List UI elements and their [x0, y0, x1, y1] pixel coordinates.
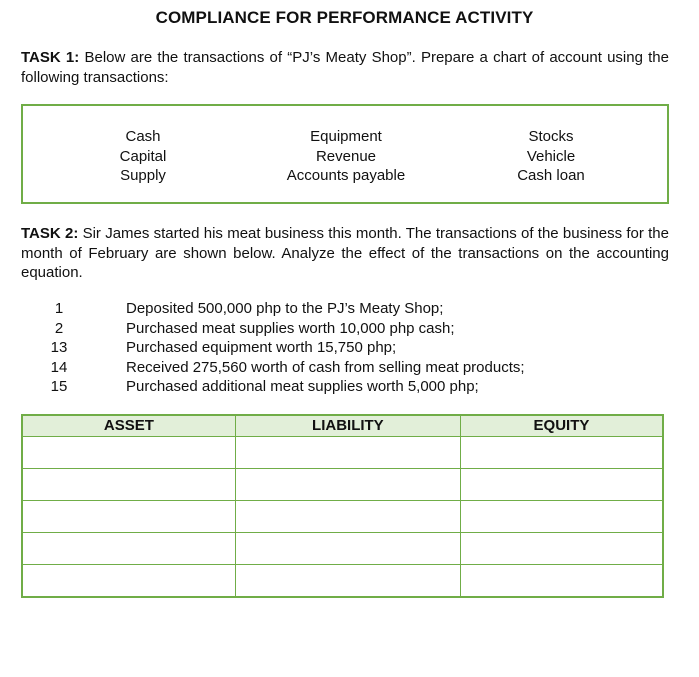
equity-cell[interactable]	[460, 565, 663, 598]
transaction-description: Purchased additional meat supplies worth 5,000 php;	[126, 378, 479, 395]
asset-cell[interactable]	[22, 533, 235, 565]
account-item: Cash loan	[517, 167, 585, 184]
page-title: COMPLIANCE FOR PERFORMANCE ACTIVITY	[155, 8, 534, 27]
transaction-description: Received 275,560 worth of cash from selling meat products;	[126, 358, 525, 376]
transaction-day: 14	[50, 358, 68, 376]
table-row	[22, 565, 663, 598]
list-item	[40, 319, 525, 339]
equity-cell[interactable]	[460, 501, 663, 533]
liability-cell[interactable]	[235, 469, 460, 501]
asset-cell[interactable]	[22, 437, 235, 469]
task1-label: TASK 1:	[21, 49, 80, 66]
liability-cell[interactable]	[235, 437, 460, 469]
table-row	[22, 501, 663, 533]
list-item	[40, 377, 525, 397]
task2-label: TASK 2:	[21, 225, 79, 242]
table-row	[22, 469, 663, 501]
equity-header: EQUITY	[460, 415, 663, 437]
transaction-description: Deposited 500,000 php to the PJ’s Meaty Shop;	[126, 300, 444, 317]
liability-cell[interactable]	[235, 533, 460, 565]
account-item: Accounts payable	[286, 167, 406, 184]
account-item: Equipment	[310, 128, 382, 145]
transaction-list	[40, 299, 525, 397]
equity-cell[interactable]	[460, 533, 663, 565]
accounts-column-3	[491, 127, 611, 186]
table-row	[22, 437, 663, 469]
task2-text: Sir James started his meat business this month. The transactions of the business for the month of February are shown below. Analyze the effect of the transactions on the accounting equation.	[21, 225, 669, 281]
transaction-day: 1	[54, 300, 64, 317]
transaction-description: Purchased meat supplies worth 10,000 php cash;	[126, 319, 455, 337]
equity-cell[interactable]	[460, 469, 663, 501]
accounts-column-2	[266, 127, 426, 186]
asset-cell[interactable]	[22, 501, 235, 533]
asset-header: ASSET	[22, 415, 235, 437]
liability-cell[interactable]	[235, 501, 460, 533]
accounts-column-1	[83, 127, 203, 186]
list-item	[40, 338, 525, 358]
account-item: Vehicle	[526, 147, 576, 165]
table-row	[22, 533, 663, 565]
equity-cell[interactable]	[460, 437, 663, 469]
table-header-row	[22, 415, 663, 437]
account-item: Cash	[125, 128, 161, 145]
list-item	[40, 358, 525, 378]
accounts-box	[21, 104, 669, 204]
transaction-day: 15	[50, 378, 68, 395]
account-item: Supply	[120, 167, 166, 184]
transaction-day: 13	[50, 339, 68, 356]
transaction-day: 2	[54, 319, 64, 337]
task1-text: Below are the transactions of “PJ’s Meaty Shop”. Prepare a chart of account using the following transactions:	[21, 49, 669, 86]
account-item: Stocks	[528, 128, 574, 145]
accounting-equation-table	[21, 414, 664, 598]
task2-instructions	[21, 224, 669, 283]
list-item	[40, 299, 525, 319]
account-item: Revenue	[315, 147, 377, 165]
asset-cell[interactable]	[22, 469, 235, 501]
task1-instructions	[21, 48, 669, 87]
transaction-description: Purchased equipment worth 15,750 php;	[126, 339, 397, 356]
liability-cell[interactable]	[235, 565, 460, 598]
liability-header: LIABILITY	[235, 415, 460, 437]
asset-cell[interactable]	[22, 565, 235, 598]
account-item: Capital	[119, 147, 167, 165]
